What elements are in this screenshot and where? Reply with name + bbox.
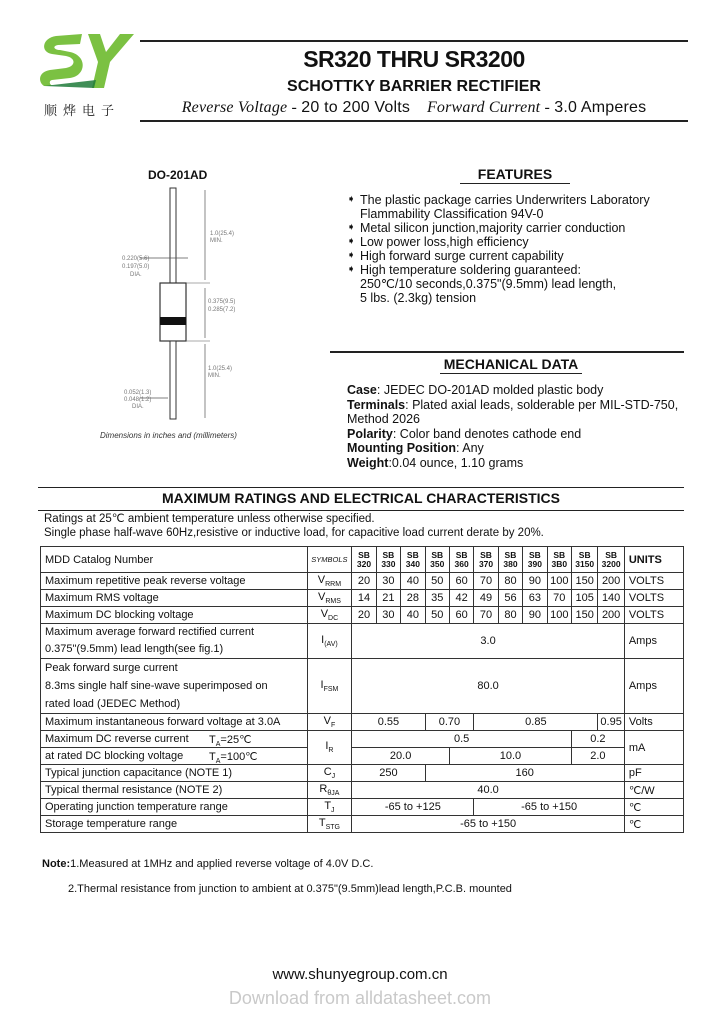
table-row: Storage temperature range $T_{STG}$ -65 to +150 ℃: [41, 816, 684, 833]
forward-current-label: Forward Current -: [426, 99, 555, 116]
table-row: Maximum DC blocking voltage $V_{DC}$ 20 30 40 50 60 70 80 90 100 150 200 VOLTS: [41, 607, 684, 624]
note-2: 2.Thermal resistance from junction to ambient at 0.375"(9.5mm)lead length,P.C.B. mounted: [68, 883, 512, 895]
table-row: Maximum DC reverse current $T_A=25℃$ $I_R$ 0.5 0.2 mA: [41, 731, 684, 748]
feature-item-continued: 5 lbs. (2.3kg) tension: [360, 291, 477, 305]
table-row: Maximum RMS voltage $V_{RMS}$ 14 21 28 35 42 49 56 63 70 105 140 VOLTS: [41, 590, 684, 607]
company-chinese-name: 顺烨电子: [44, 104, 121, 119]
table-row: Maximum instantaneous forward voltage at 3.0A $V_F$ 0.55 0.70 0.85 0.95 Volts: [41, 714, 684, 731]
package-outline-diagram: [100, 180, 300, 430]
svg-text:0.375(9.5): 0.375(9.5): [208, 299, 236, 305]
ratings-conditions: Ratings at 25℃ ambient temperature unless otherwise specified. Single phase half-wave 60Hz,resistive or inductive load, for capacitive load current derate by 20%.: [44, 513, 544, 539]
feature-item: ➧ Metal silicon junction,majority carrier conduction: [347, 221, 626, 235]
reverse-voltage-value: 20 to 200 Volts: [301, 99, 411, 116]
header-rule-bottom: [140, 120, 688, 122]
feature-item: ➧ High temperature soldering guaranteed:: [347, 263, 581, 277]
svg-text:1.0(25.4): 1.0(25.4): [208, 366, 233, 372]
document-title: SR320 THRU SR3200: [303, 46, 525, 72]
bullet-arrow-icon: ➧: [347, 194, 356, 205]
table-row: Maximum average forward rectified current 0.375"(9.5mm) lead length(see fig.1) $I_{(AV)}$ 3.0 Amps: [41, 624, 684, 659]
electrical-characteristics-table: [40, 546, 684, 833]
ratings-title: MAXIMUM RATINGS AND ELECTRICAL CHARACTERISTICS: [162, 490, 560, 506]
package-label: DO-201AD: [148, 168, 208, 182]
feature-item-continued: Flammability Classification 94V-0: [360, 207, 544, 221]
ratings-summary: [140, 99, 688, 117]
table-header-row: MDD Catalog Number SYMBOLS SB 320 SB 330 SB 340 SB 350 SB 360 SB 370 SB 380 SB 390 SB 3B0 SB 3150 SB 3200 UNITS: [41, 547, 684, 573]
feature-item: ➧ The plastic package carries Underwriters Laboratory: [347, 193, 650, 207]
reverse-voltage-label: Reverse Voltage -: [181, 99, 302, 116]
bullet-arrow-icon: ➧: [347, 264, 356, 275]
notes-section: [42, 852, 512, 902]
feature-item-continued: 250℃/10 seconds,0.375"(9.5mm) lead length,: [360, 277, 617, 291]
table-row: Typical junction capacitance (NOTE 1) $C_J$ 250 160 pF: [41, 765, 684, 782]
bullet-arrow-icon: ➧: [347, 250, 356, 261]
svg-text:0.220(5.6): 0.220(5.6): [122, 256, 150, 262]
table-row: Maximum repetitive peak reverse voltage $V_{RRM}$ 20 30 40 50 60 70 80 90 100 150 200 VOLTS: [41, 573, 684, 590]
table-row: Peak forward surge current 8.3ms single half sine-wave superimposed on rated load (JEDEC Method) $I_{FSM}$ 80.0 Amps: [41, 659, 684, 714]
dimensions-note: Dimensions in inches and (millimeters): [100, 431, 237, 440]
svg-text:DIA.: DIA.: [130, 272, 142, 278]
notes-label: Note:: [42, 858, 71, 870]
table-row: Typical thermal resistance (NOTE 2) $R_{\theta JA}$ 40.0 ℃/W: [41, 782, 684, 799]
company-logo: [36, 30, 136, 92]
svg-text:0.048(1.2): 0.048(1.2): [124, 397, 152, 403]
features-list: [347, 193, 697, 305]
ratings-title-bar: [38, 487, 684, 511]
bullet-arrow-icon: ➧: [347, 236, 356, 247]
svg-text:DIA.: DIA.: [132, 404, 144, 410]
features-title: FEATURES: [460, 166, 570, 184]
download-watermark: Download from alldatasheet.com: [228, 988, 492, 1008]
mechanical-data: Case: JEDEC DO-201AD molded plastic body Terminals: Plated axial leads, solderable per MIL-STD-750, Method 2026 Polarity: Color band denotes cathode end Mounting Position: Any Weight:0.04 ounce, 1.10 grams: [347, 383, 679, 470]
table-row: at rated DC blocking voltage $T_A=100℃$ 20.0 10.0 2.0: [41, 748, 684, 765]
table-row: Operating junction temperature range $T_J$ -65 to +125 -65 to +150 ℃: [41, 799, 684, 816]
svg-text:1.0(25.4): 1.0(25.4): [210, 231, 235, 237]
bullet-arrow-icon: ➧: [347, 222, 356, 233]
mechanical-title: MECHANICAL DATA: [440, 356, 582, 374]
svg-text:MIN.: MIN.: [210, 238, 223, 244]
forward-current-value: 3.0 Amperes: [554, 99, 647, 116]
company-website: www.shunyegroup.com.cn: [272, 966, 448, 983]
svg-text:0.197(5.0): 0.197(5.0): [122, 264, 150, 270]
note-1: 1.Measured at 1MHz and applied reverse voltage of 4.0V D.C.: [70, 858, 374, 870]
svg-text:0.285(7.2): 0.285(7.2): [208, 307, 236, 313]
mechanical-rule-top: [330, 351, 684, 353]
document-subtitle: SCHOTTKY BARRIER RECTIFIER: [287, 78, 541, 95]
header-rule-top: [140, 40, 688, 42]
feature-item: ➧ Low power loss,high efficiency: [347, 235, 529, 249]
feature-item: ➧ High forward surge current capability: [347, 249, 564, 263]
svg-text:0.052(1.3): 0.052(1.3): [124, 390, 152, 396]
svg-text:MIN.: MIN.: [208, 373, 221, 379]
